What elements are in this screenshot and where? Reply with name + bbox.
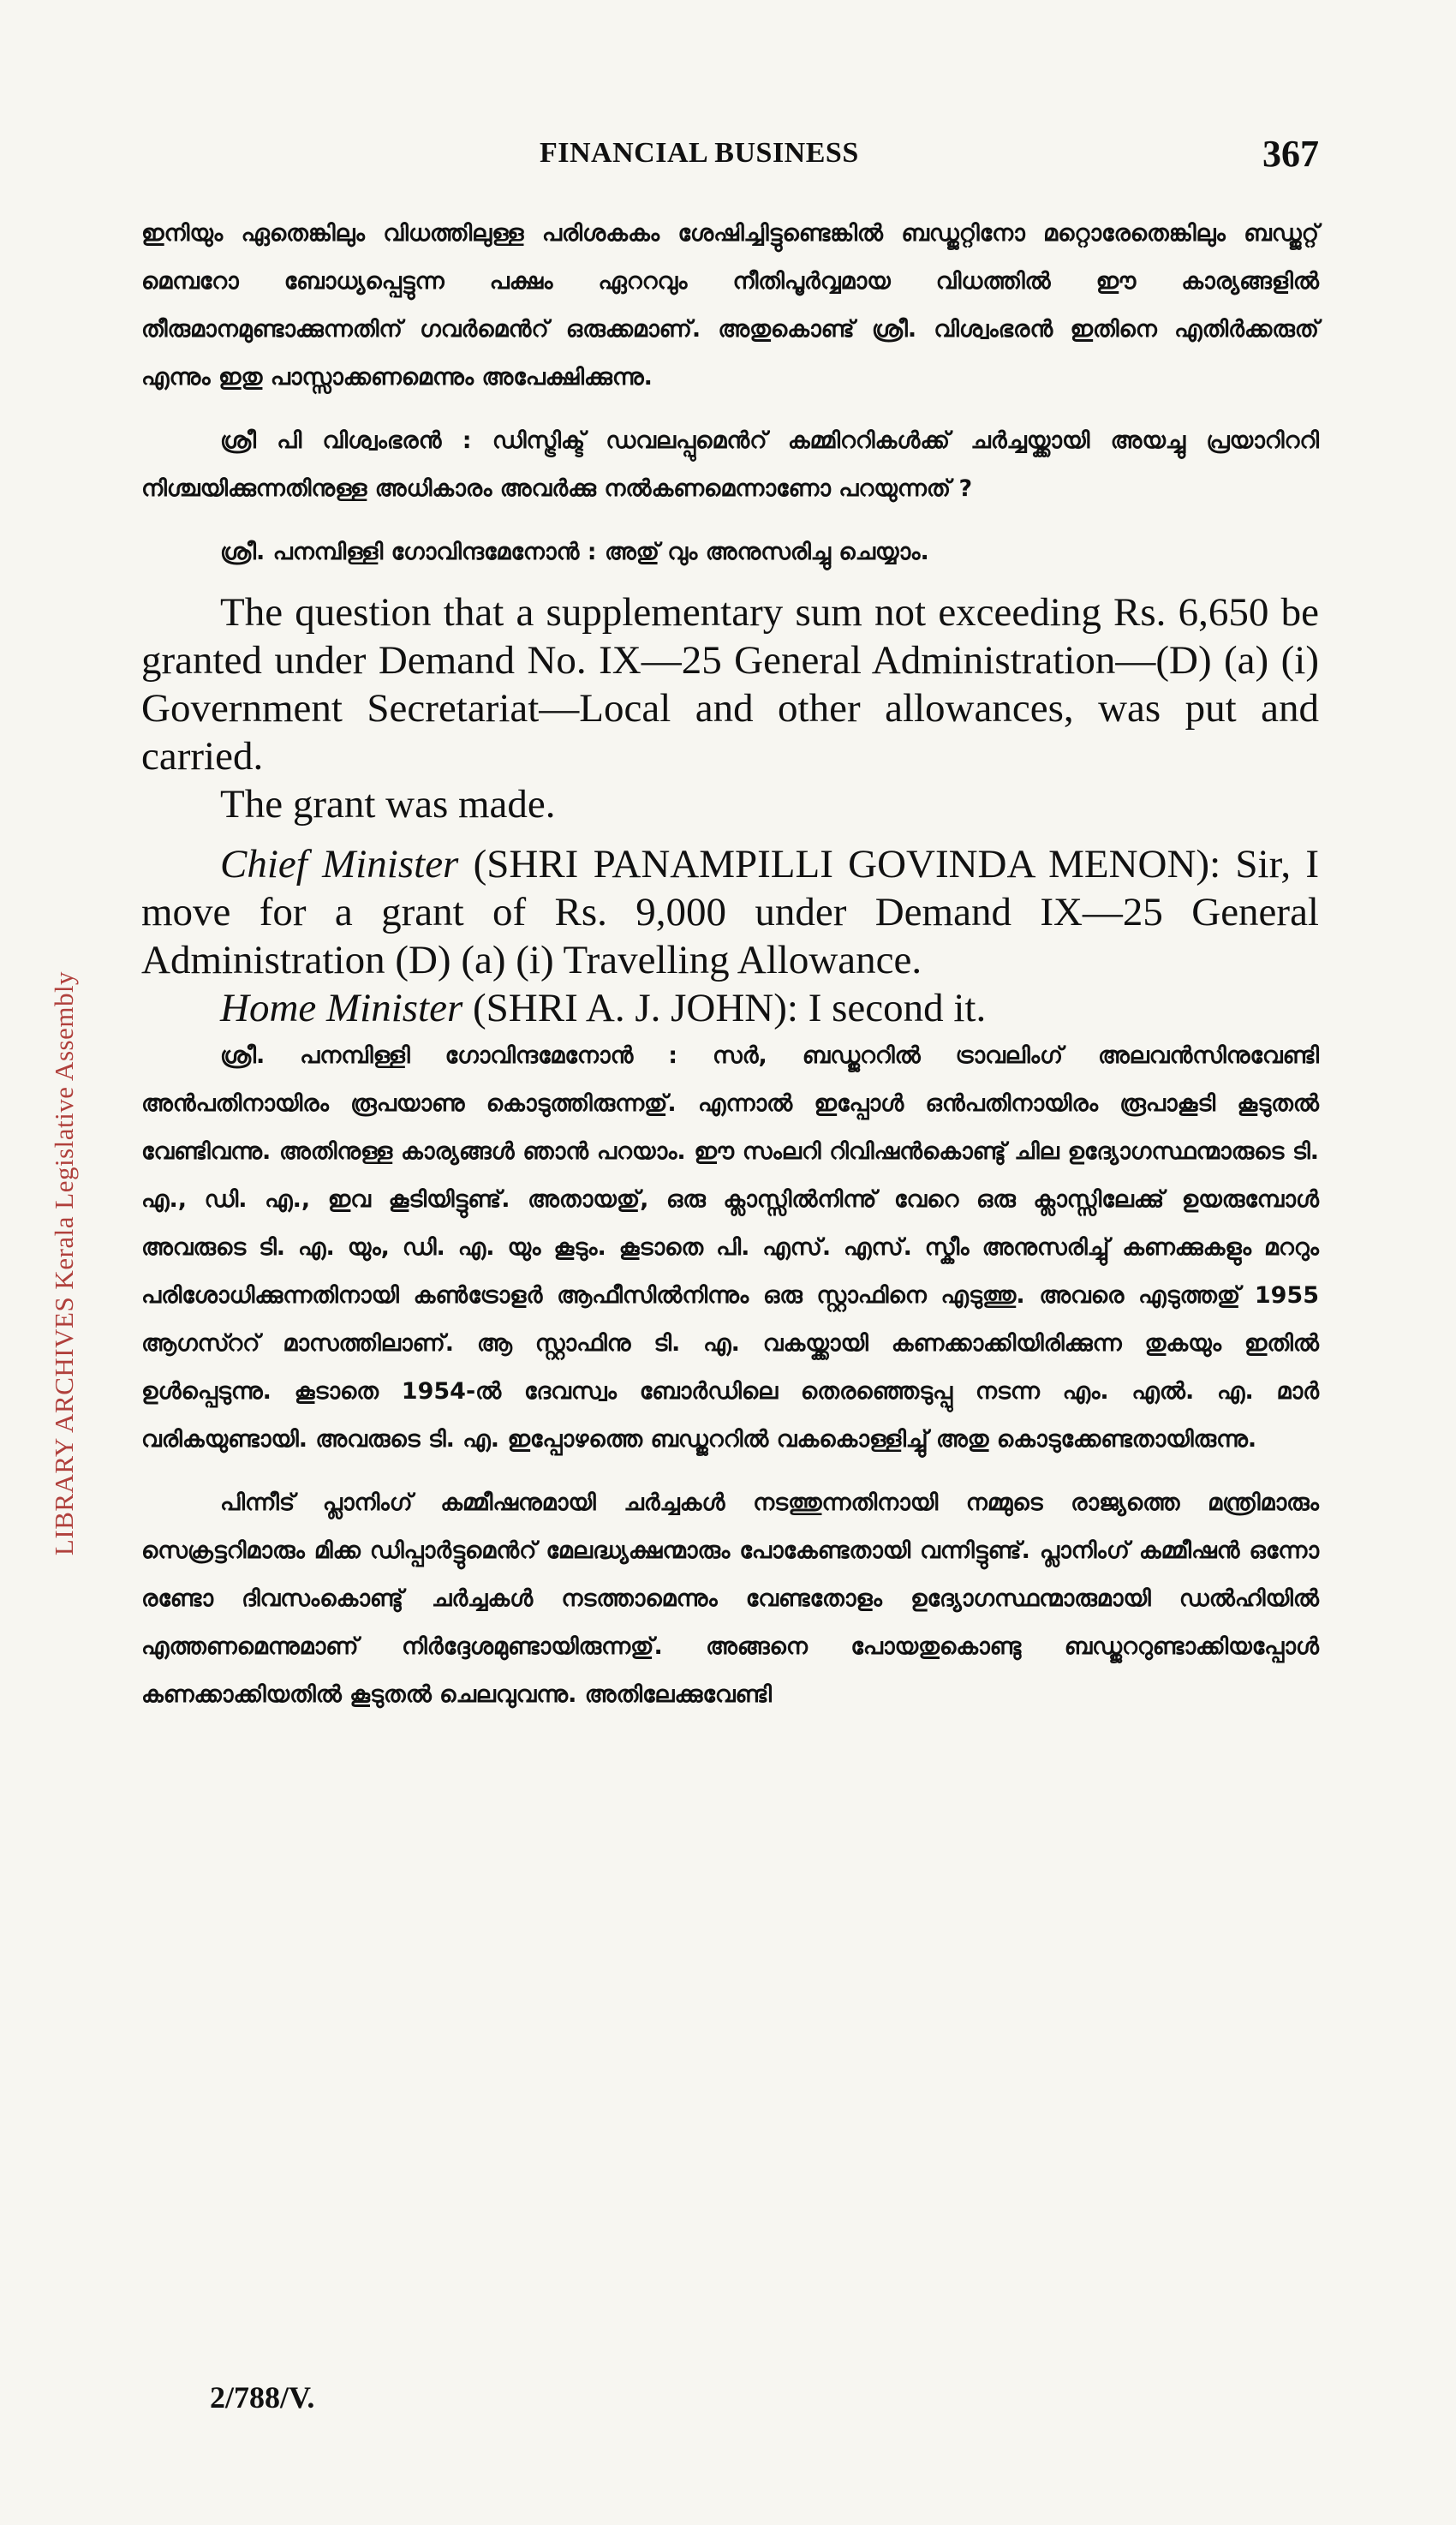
- page-body: [141, 210, 1319, 1719]
- page-title: FINANCIAL BUSINESS: [540, 137, 859, 169]
- speaker-chief-minister: Chief Minister: [220, 842, 459, 886]
- paragraph-7: [141, 984, 1319, 1032]
- paragraph-5: The grant was made.: [220, 782, 556, 827]
- paragraph-7-text: (SHRI A. J. JOHN): I second it.: [462, 986, 987, 1030]
- paragraph-4: The question that a supplementary sum not exceeding Rs. 6,650 be granted under Demand No. IX—25 General Administration—(D) (a) (i) Government Secretariat—Local and other allowances, was put and carried.: [141, 590, 1319, 779]
- archive-label: LIBRARY ARCHIVES Kerala Legislative Assembly: [49, 970, 79, 1556]
- paragraph-9: പിന്നീട് പ്ലാനിംഗ് കമ്മീഷനുമായി ചർച്ചകൾ നടത്തുന്നതിനായി നമ്മുടെ രാജ്യത്തെ മന്ത്രിമാരും സെക്രട്ടറിമാരും മിക്ക ഡിപ്പാർട്ടുമെൻറ് മേലദ്ധ്യക്ഷന്മാരും പോകേണ്ടതായി വന്നിട്ടുണ്ട്. പ്ലാനിംഗ് കമ്മീഷൻ ഒന്നോ രണ്ടോ ദിവസംകൊണ്ടു് ചർച്ചകൾ നടത്താമെന്നും വേണ്ടതോളം ഉദ്യോഗസ്ഥന്മാരുമായി ഡൽഹിയിൽ എത്തണമെന്നുമാണ് നിർദ്ദേശമുണ്ടായിരുന്നതു്. അങ്ങനെ പോയതുകൊണ്ടു ബഡ്ജററുണ്ടാക്കിയപ്പോൾ കണക്കാക്കിയതിൽ കൂടുതൽ ചെലവുവന്നു. അതിലേക്കുവേണ്ടി: [141, 1489, 1319, 1708]
- footer-code: 2/788/V.: [210, 2380, 315, 2415]
- archive-watermark: [47, 899, 81, 1627]
- speaker-home-minister: Home Minister: [220, 986, 463, 1030]
- page-header: [137, 133, 1319, 180]
- page-number: 367: [1262, 133, 1319, 175]
- paragraph-6-text: (SHRI PANAMPILLI GOVINDA MENON): Sir, I move for a grant of Rs. 9,000 under Demand IX—25 General Administration (D) (a) (i) Travelling Allowance.: [141, 842, 1319, 982]
- paragraph-3: ശ്രീ. പനമ്പിള്ളി ഗോവിന്ദമേനോൻ : അതു് വും അനുസരിച്ചു ചെയ്യാം.: [220, 539, 929, 565]
- paragraph-1: ഇനിയും ഏതെങ്കിലും വിധത്തിലുള്ള പരിശകകം ശേഷിച്ചിട്ടുണ്ടെങ്കിൽ ബഡ്ജറ്റിനോ മറ്റൊരേതെങ്കിലും ബഡ്ജറ്റ് മെമ്പറോ ബോധ്യപ്പെട്ടുന്ന പക്ഷം ഏററവും നീതിപൂർവ്വമായ വിധത്തിൽ ഈ കാര്യങ്ങളിൽ തീരുമാനമുണ്ടാക്കുന്നതിന് ഗവർമെൻറ് ഒരുക്കമാണ്. അതുകൊണ്ട് ശ്രീ. വിശ്വംഭരൻ ഇതിനെ എതിർക്കരുത് എന്നും ഇതു പാസ്സാക്കണമെന്നും അപേക്ഷിക്കുന്നു.: [141, 220, 1319, 391]
- paragraph-8: ശ്രീ. പനമ്പിള്ളി ഗോവിന്ദമേനോൻ : സർ, ബഡ്ജററിൽ ട്രാവലിംഗ് അലവൻസിനുവേണ്ടി അൻപതിനായിരം രൂപയാണു കൊടുത്തിരുന്നതു്. എന്നാൽ ഇപ്പോൾ ഒൻപതിനായിരം രൂപാകൂടി കൂടുതൽ വേണ്ടിവന്നു. അതിനുള്ള കാര്യങ്ങൾ ഞാൻ പറയാം. ഈ സംലറി റിവിഷൻകൊണ്ടു് ചില ഉദ്യോഗസ്ഥന്മാരുടെ ടി. എ., ഡി. എ., ഇവ കൂടിയിട്ടുണ്ട്. അതായതു്, ഒരു ക്ലാസ്സിൽനിന്നു് വേറെ ഒരു ക്ലാസ്സിലേക്കു് ഉയരുമ്പോൾ അവരുടെ ടി. എ. യും, ഡി. എ. യും കൂടും. കൂടാതെ പി. എസ്. എസ്. സ്കീം അനുസരിച്ചു് കണക്കുകളും മററും പരിശോധിക്കുന്നതിനായി കൺട്രോളർ ആഫീസിൽനിന്നും ഒരു സ്റ്റാഫിനെ എടുത്തു. അവരെ എടുത്തതു് 1955 ആഗസ്ററ് മാസത്തിലാണ്. ആ സ്റ്റാഫിനു ടി. എ. വകയ്ക്കായി കണക്കാക്കിയിരിക്കുന്ന തുകയും ഇതിൽ ഉൾപ്പെടുന്നു. കൂടാതെ 1954-ൽ ദേവസ്വം ബോർഡിലെ തെരഞ്ഞെടുപ്പു നടന്ന എം. എൽ. എ. മാർ വരികയുണ്ടായി. അവരുടെ ടി. എ. ഇപ്പോഴത്തെ ബഡ്ജററിൽ വകകൊള്ളിച്ചു് അതു കൊടുക്കേണ്ടതായിരുന്നു.: [141, 1042, 1320, 1453]
- paragraph-6: [141, 840, 1319, 984]
- paragraph-2: ശ്രീ പി വിശ്വംഭരൻ : ഡിസ്ട്രിക്ട് ഡവലപ്പുമെൻറ് കമ്മിററികൾക്ക് ചർച്ചയ്ക്കായി അയച്ചു പ്രയാറിററി നിശ്ചയിക്കുന്നതിനുള്ള അധികാരം അവർക്കു നൽകണമെന്നാണോ പറയുന്നത് ?: [141, 427, 1319, 502]
